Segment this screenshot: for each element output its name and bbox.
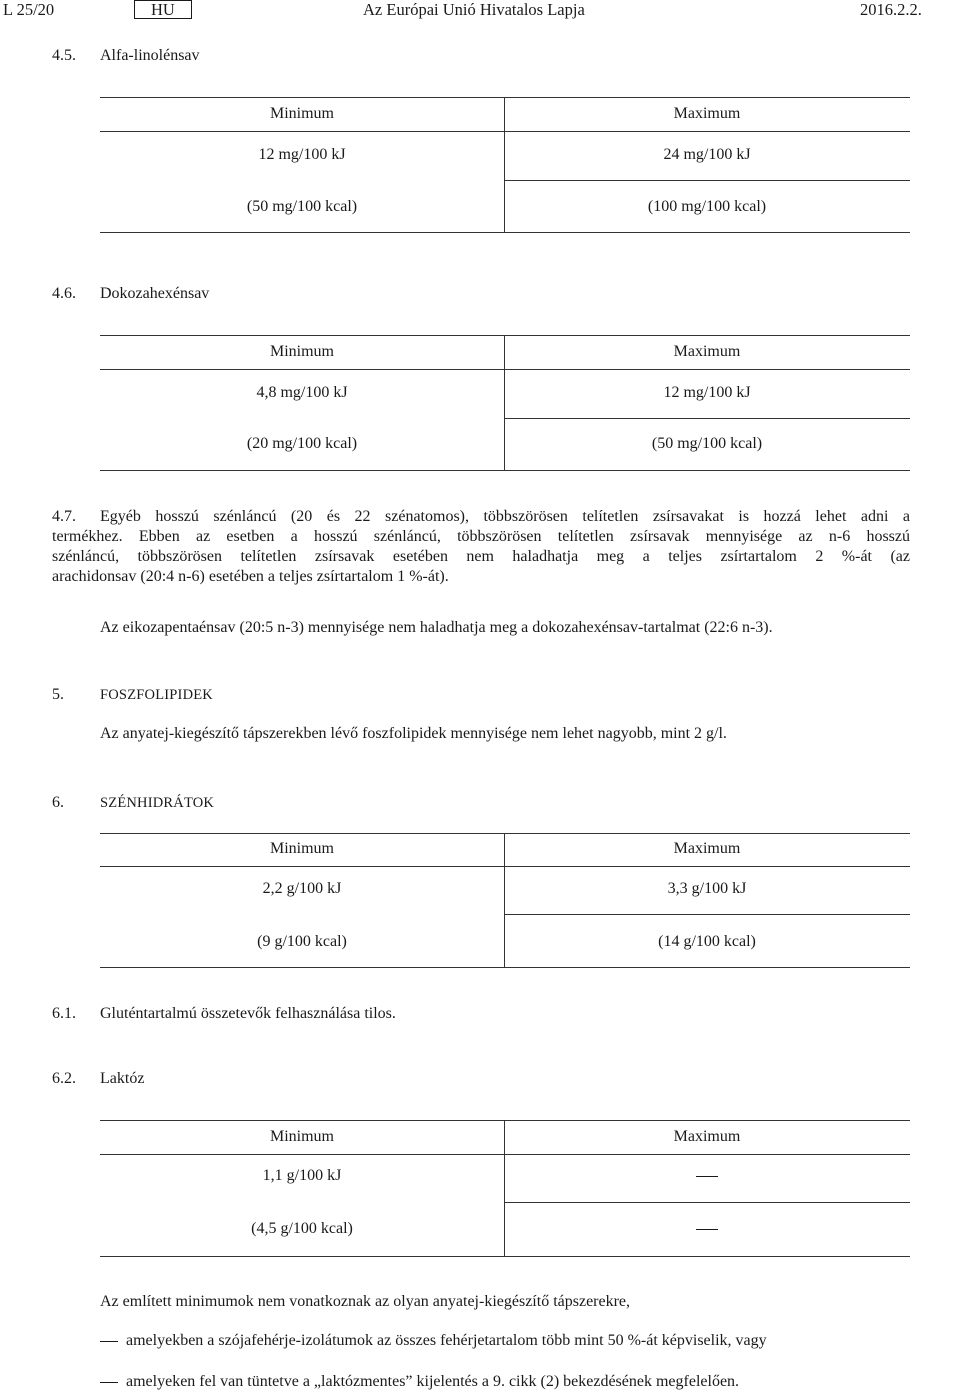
section-title: Alfa-linolénsav [100, 47, 200, 64]
section-number: 4.6. [52, 285, 76, 302]
col-header-max: Maximum [673, 1128, 741, 1145]
section-number: 6.2. [52, 1070, 76, 1087]
section-title: FOSZFOLIPIDEK [100, 687, 213, 703]
header-rule [100, 866, 910, 867]
header-rule [100, 1154, 910, 1155]
table-cell: (20 mg/100 kcal) [246, 435, 358, 452]
table-cell: (100 mg/100 kcal) [647, 198, 767, 215]
journal-title: Az Európai Unió Hivatalos Lapja [363, 0, 585, 19]
paragraph: Gluténtartalmú összetevők felhasználása tilos. [100, 1005, 396, 1022]
header-rule [100, 131, 910, 132]
section-number: 6.1. [52, 1005, 76, 1022]
paragraph: Az anyatej-kiegészítő tápszerekben lévő foszfolipidek mennyisége nem lehet nagyobb, mint 2 g/l. [100, 725, 727, 742]
col-header-max: Maximum [673, 343, 741, 360]
table-cell: (9 g/100 kcal) [257, 933, 347, 950]
col-header-max: Maximum [673, 840, 741, 857]
table-cell: (14 g/100 kcal) [658, 933, 756, 950]
paragraph-line: arachidonsav (20:4 n-6) esetében a teljes zsírtartalom 1 %-át). [52, 568, 449, 585]
paragraph: Az említett minimumok nem vonatkoznak az olyan anyatej-kiegészítő tápszerekre, [100, 1293, 631, 1310]
table-cell: (4,5 g/100 kcal) [251, 1220, 353, 1237]
empty-cell-dash [505, 1166, 909, 1186]
paragraph-line: Egyéb hosszú szénláncú (20 és 22 szénatomos), többszörösen telítetlen zsírsavakat is hozzá lehet adni a [100, 508, 910, 525]
publication-date: 2016.2.2. [860, 0, 922, 19]
column-divider [504, 335, 505, 470]
list-dash [100, 1341, 118, 1342]
empty-cell-dash [505, 1219, 909, 1239]
section-title: SZÉNHIDRÁTOK [100, 795, 215, 811]
row-rule [505, 418, 910, 419]
header-rule [100, 369, 910, 370]
row-rule [505, 914, 910, 915]
table-bottom-rule [100, 967, 910, 968]
section-number: 4.5. [52, 47, 76, 64]
table-bottom-rule [100, 1256, 910, 1257]
table-cell: (50 mg/100 kcal) [651, 435, 763, 452]
paragraph-line: szénláncú, többszörösen telítetlen zsírsavak esetében nem haladhatja meg a teljes zsírtartalom 2 %-át (az [52, 548, 910, 565]
col-header-max: Maximum [673, 105, 741, 122]
language-code-box [134, 0, 192, 20]
section-number: 5. [52, 686, 64, 703]
table-bottom-rule [100, 470, 910, 471]
list-item: amelyekben a szójafehérje-izolátumok az összes fehérjetartalom több mint 50 %-át képviselik, vagy [126, 1332, 767, 1349]
table-cell: 12 mg/100 kJ [663, 384, 751, 401]
table-cell: 24 mg/100 kJ [663, 146, 751, 163]
section-title: Laktóz [100, 1070, 145, 1087]
paragraph: Az eikozapentaénsav (20:5 n-3) mennyisége nem haladhatja meg a dokozahexénsav-tartalmat (22:6 n-3). [100, 619, 773, 636]
table-cell: 12 mg/100 kJ [258, 146, 346, 163]
table-cell: 2,2 g/100 kJ [262, 880, 342, 897]
table-bottom-rule [100, 232, 910, 233]
col-header-min: Minimum [269, 343, 334, 360]
column-divider [504, 97, 505, 232]
col-header-min: Minimum [269, 105, 334, 122]
paragraph-line: termékhez. Ebben az esetben a hosszú szénláncú, többszörösen telítetlen zsírsavak mennyisége az n-6 hosszú [52, 528, 910, 545]
col-header-min: Minimum [269, 840, 334, 857]
section-title: Dokozahexénsav [100, 285, 210, 302]
list-dash [100, 1382, 118, 1383]
row-rule [505, 1202, 910, 1203]
table-cell: 3,3 g/100 kJ [667, 880, 747, 897]
table-cell: 4,8 mg/100 kJ [256, 384, 348, 401]
page-reference: L 25/20 [3, 0, 55, 19]
table-top-rule [100, 1120, 910, 1121]
section-number: 4.7. [52, 508, 76, 525]
table-cell: (50 mg/100 kcal) [246, 198, 358, 215]
list-item: amelyeken fel van tüntetve a „laktózmentes” kijelentés a 9. cikk (2) bekezdésének megfelelően. [126, 1373, 740, 1390]
table-top-rule [100, 97, 910, 98]
language-code: HU [134, 0, 192, 19]
column-divider [504, 1120, 505, 1256]
table-top-rule [100, 335, 910, 336]
col-header-min: Minimum [269, 1128, 334, 1145]
table-cell: 1,1 g/100 kJ [262, 1167, 342, 1184]
section-number: 6. [52, 794, 64, 811]
column-divider [504, 833, 505, 967]
table-top-rule [100, 833, 910, 834]
row-rule [505, 180, 910, 181]
